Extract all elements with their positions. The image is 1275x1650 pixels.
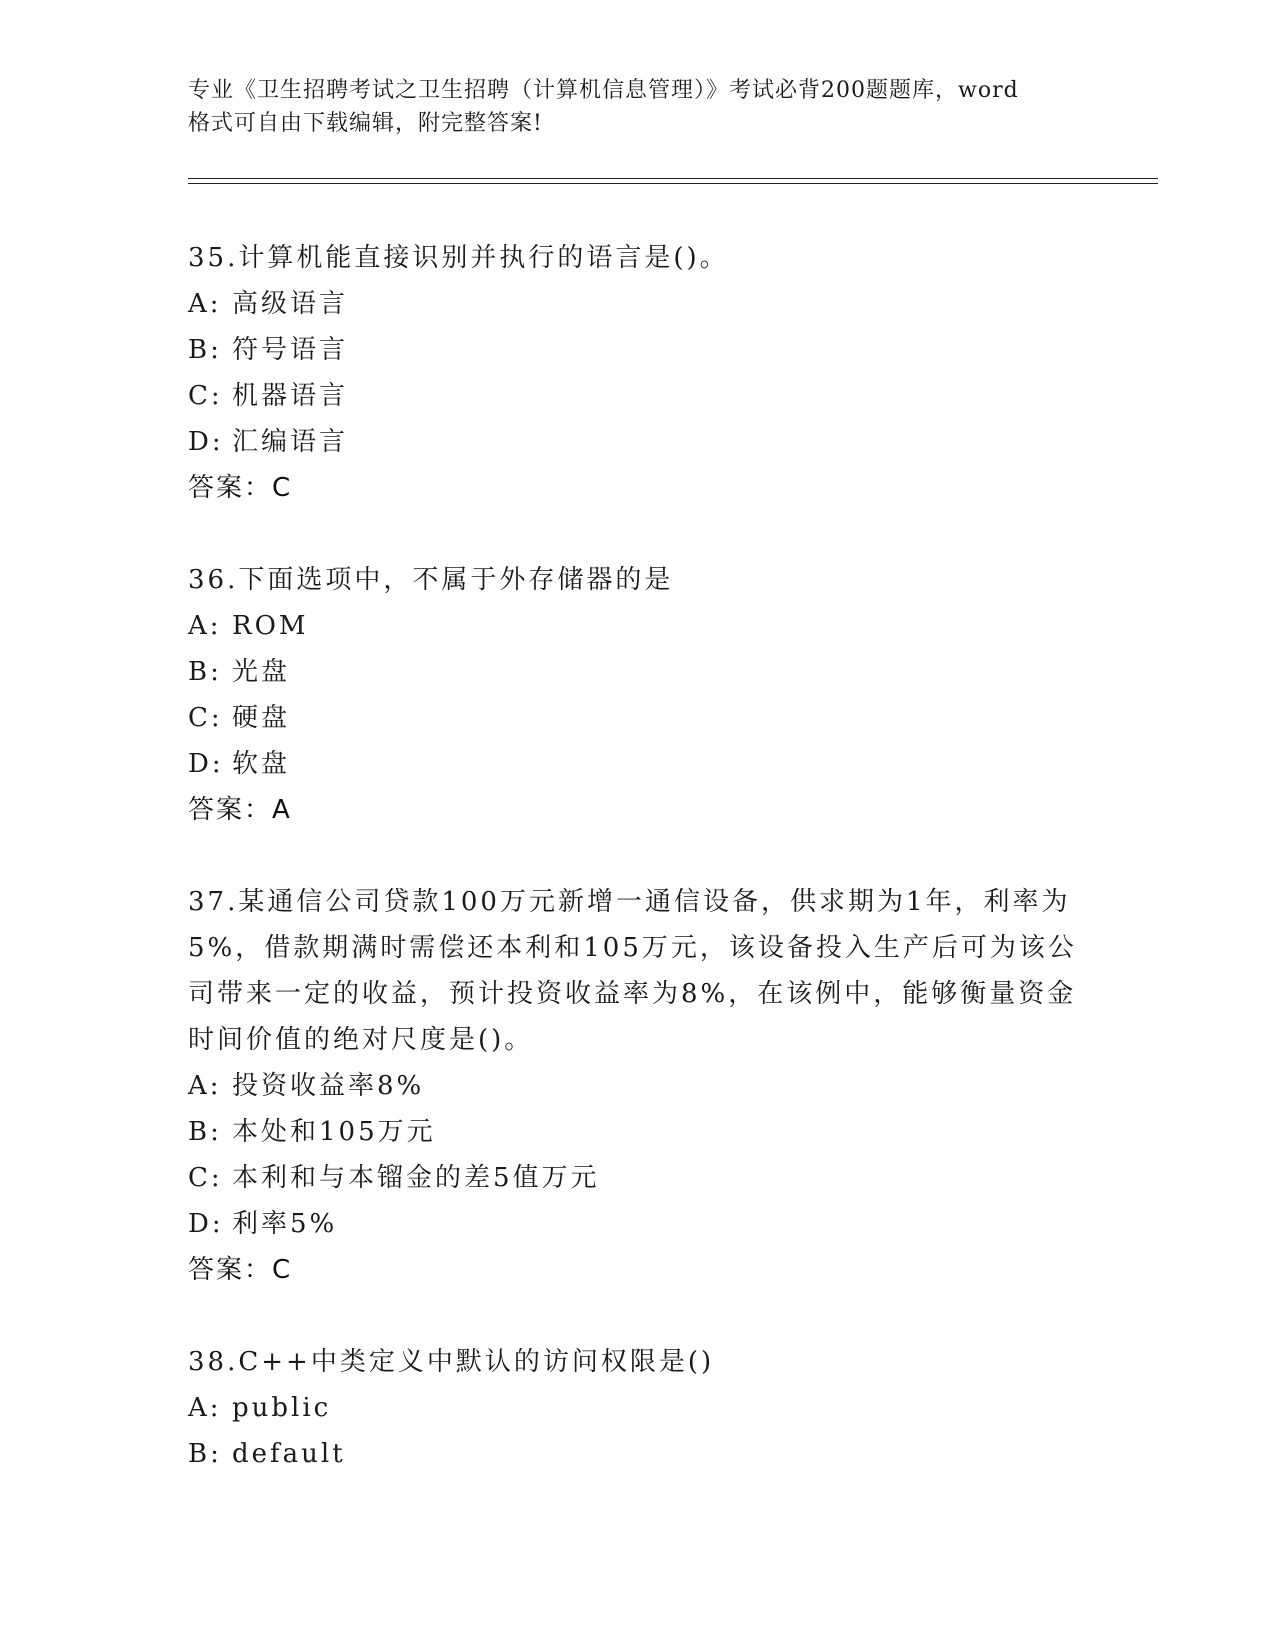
option-letter: A:: [188, 611, 222, 641]
option-a: [188, 1063, 1088, 1109]
option-letter: B:: [188, 1439, 222, 1469]
question-37: [188, 879, 1088, 1293]
answer-line: 答案：A: [188, 795, 292, 825]
option-letter: B:: [188, 335, 222, 365]
question-38: [188, 1339, 1088, 1477]
option-text: 高级语言: [232, 289, 349, 319]
question-stem: 36.下面选项中，不属于外存储器的是: [188, 565, 674, 595]
option-text: default: [232, 1439, 346, 1469]
option-text: 软盘: [232, 749, 291, 779]
option-text: 本处和105万元: [232, 1117, 436, 1147]
option-d: [188, 741, 1088, 787]
option-letter: D:: [188, 749, 224, 779]
answer-line: 答案：C: [188, 473, 293, 503]
option-letter: B:: [188, 1117, 222, 1147]
option-b: [188, 1109, 1088, 1155]
question-stem: 38.C++中类定义中默认的访问权限是(): [188, 1347, 715, 1377]
question-35: [188, 235, 1088, 511]
option-text: public: [232, 1393, 332, 1423]
option-letter: A:: [188, 1393, 222, 1423]
option-letter: B:: [188, 657, 222, 687]
header-divider-bottom: [188, 183, 1158, 184]
question-36: [188, 557, 1088, 833]
option-b: [188, 649, 1088, 695]
option-c: [188, 373, 1088, 419]
option-b: [188, 327, 1088, 373]
question-list: [188, 235, 1088, 1523]
option-text: 机器语言: [232, 381, 349, 411]
option-b: [188, 1431, 1088, 1477]
option-letter: C:: [188, 1163, 223, 1193]
option-text: 硬盘: [232, 703, 291, 733]
option-c: [188, 1155, 1088, 1201]
question-stem: 35.计算机能直接识别并执行的语言是()。: [188, 243, 729, 273]
option-text: 利率5%: [232, 1209, 338, 1239]
option-letter: D:: [188, 427, 224, 457]
option-letter: A:: [188, 1071, 222, 1101]
question-stem: 37.某通信公司贷款100万元新增一通信设备，供求期为1年，利率为5%，借款期满时需偿还本利和105万元，该设备投入生产后可为该公司带来一定的收益，预计投资收益率为8%，在该例中，能够衡量资金时间价值的绝对尺度是()。: [188, 887, 1077, 1055]
option-letter: C:: [188, 381, 223, 411]
header-line-2: 格式可自由下载编辑，附完整答案!: [188, 111, 543, 136]
answer-line: 答案：C: [188, 1255, 293, 1285]
option-text: 本利和与本镏金的差5值万元: [232, 1163, 600, 1193]
option-text: ROM: [232, 611, 309, 641]
option-c: [188, 695, 1088, 741]
option-letter: D:: [188, 1209, 224, 1239]
option-a: [188, 603, 1088, 649]
option-d: [188, 419, 1088, 465]
header-line-1: 专业《卫生招聘考试之卫生招聘（计算机信息管理）》考试必背200题题库，word: [188, 78, 1019, 103]
option-letter: A:: [188, 289, 222, 319]
option-text: 符号语言: [232, 335, 349, 365]
header-divider-top: [188, 178, 1158, 179]
option-a: [188, 1385, 1088, 1431]
option-text: 汇编语言: [232, 427, 349, 457]
option-letter: C:: [188, 703, 223, 733]
option-text: 投资收益率8%: [232, 1071, 425, 1101]
document-header: [188, 74, 1088, 140]
option-text: 光盘: [232, 657, 291, 687]
option-d: [188, 1201, 1088, 1247]
option-a: [188, 281, 1088, 327]
